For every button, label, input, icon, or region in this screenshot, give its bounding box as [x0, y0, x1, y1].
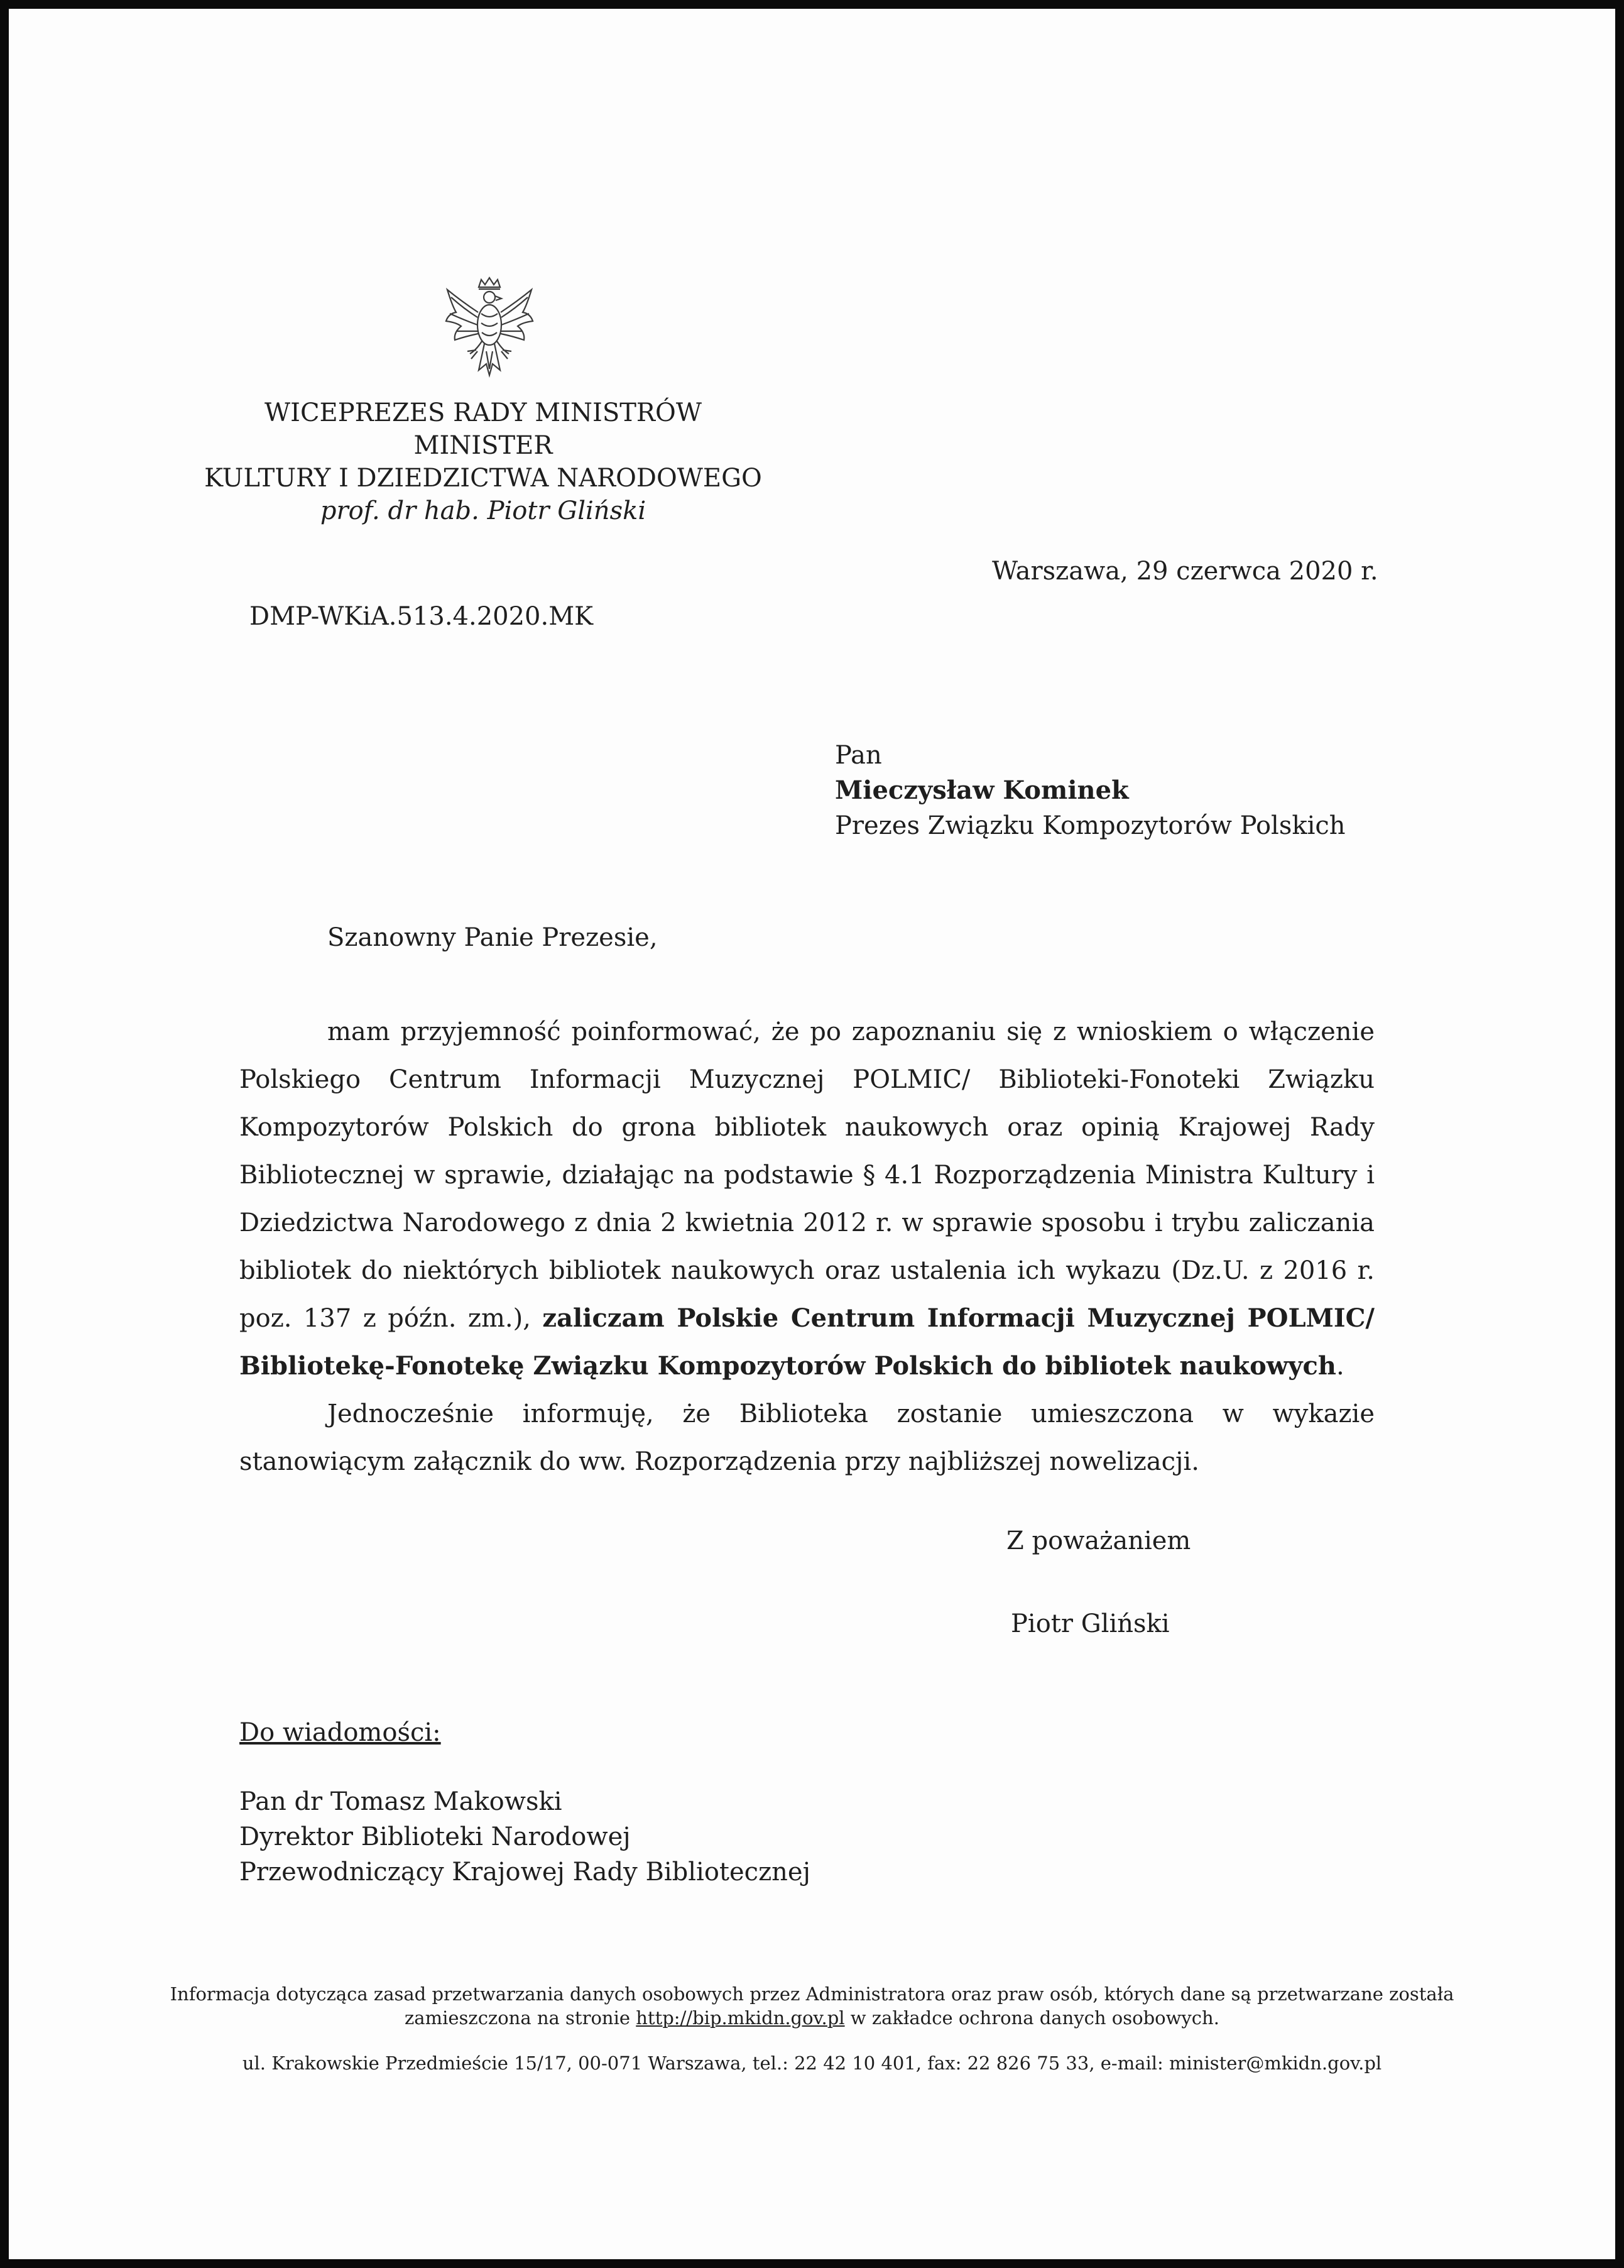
header-title-line-2: MINISTER — [413, 431, 553, 460]
reference-number: DMP-WKiA.513.4.2020.MK — [249, 602, 594, 631]
addressee-title: Pan — [835, 741, 882, 770]
polish-eagle-emblem-icon — [442, 276, 537, 380]
body-paragraph-1 — [239, 1008, 1375, 1390]
body-paragraph-1-end: . — [1336, 1352, 1344, 1381]
header-title-line-1: WICEPREZES RADY MINISTRÓW — [264, 398, 702, 427]
letter-body — [239, 1008, 1375, 1486]
body-paragraph-1-text: mam przyjemność poinformować, że po zapoznaniu się z wnioskiem o włączenie Polskiego Centrum Informacji Muzycznej POLMIC/ Biblioteki-Fonoteki Związku Kompozytorów Polskich do grona bibliotek naukowych oraz opinią Krajowej Rady Bibliotecznej w sprawie, działając na podstawie § 4.1 Rozporządzenia Ministra Kultury i Dziedzictwa Narodowego z dnia 2 kwietnia 2012 r. w sprawie sposobu i trybu zaliczania bibliotek do niektórych bibliotek naukowych oraz ustalenia ich wykazu (Dz.U. z 2016 r. poz. 137 z późn. zm.), — [239, 1017, 1375, 1333]
addressee-name: Mieczysław Kominek — [835, 775, 1129, 805]
footer-privacy-after: w zakładce ochrona danych osobowych. — [850, 2007, 1219, 2029]
letter-page — [9, 9, 1615, 2259]
cc-line-3: Przewodniczący Krajowej Rady Bibliotecznej — [239, 1858, 810, 1887]
footer-privacy-text: Informacja dotycząca zasad przetwarzania danych osobowych przez Administratora oraz praw osób, których dane są przetwarzane została zamieszczona na stronie — [170, 1983, 1454, 2029]
footer-privacy-link[interactable]: http://bip.mkidn.gov.pl — [636, 2007, 845, 2029]
footer-privacy-note — [134, 1982, 1490, 2030]
cc-block — [239, 1784, 810, 1890]
addressee-block — [835, 738, 1346, 843]
salutation: Szanowny Panie Prezesie, — [327, 923, 658, 952]
cc-heading: Do wiadomości: — [239, 1718, 441, 1747]
body-paragraph-2: Jednocześnie informuję, że Biblioteka zostanie umieszczona w wykazie stanowiącym załącznik do ww. Rozporządzenia przy najbliższej nowelizacji. — [239, 1400, 1375, 1476]
signer-name: Piotr Gliński — [1011, 1609, 1170, 1638]
addressee-position: Prezes Związku Kompozytorów Polskich — [835, 811, 1346, 840]
header-minister-name: prof. dr hab. Piotr Gliński — [320, 496, 646, 525]
header-title-line-3: KULTURY I DZIEDZICTWA NARODOWEGO — [204, 464, 762, 493]
cc-line-2: Dyrektor Biblioteki Narodowej — [239, 1822, 631, 1851]
body-paragraph-1-bold: zaliczam Polskie Centrum Informacji Muzycznej POLMIC/ Bibliotekę-Fonotekę Związku Kompozytorów Polskich do bibliotek naukowych — [239, 1303, 1375, 1381]
footer-address: ul. Krakowskie Przedmieście 15/17, 00-071 Warszawa, tel.: 22 42 10 401, fax: 22 826 75 33, e-mail: minister@mkidn.gov.pl — [242, 2052, 1382, 2074]
cc-line-1: Pan dr Tomasz Makowski — [239, 1787, 562, 1816]
letter-date: Warszawa, 29 czerwca 2020 r. — [992, 557, 1378, 586]
closing-regards: Z poważaniem — [1006, 1526, 1191, 1555]
